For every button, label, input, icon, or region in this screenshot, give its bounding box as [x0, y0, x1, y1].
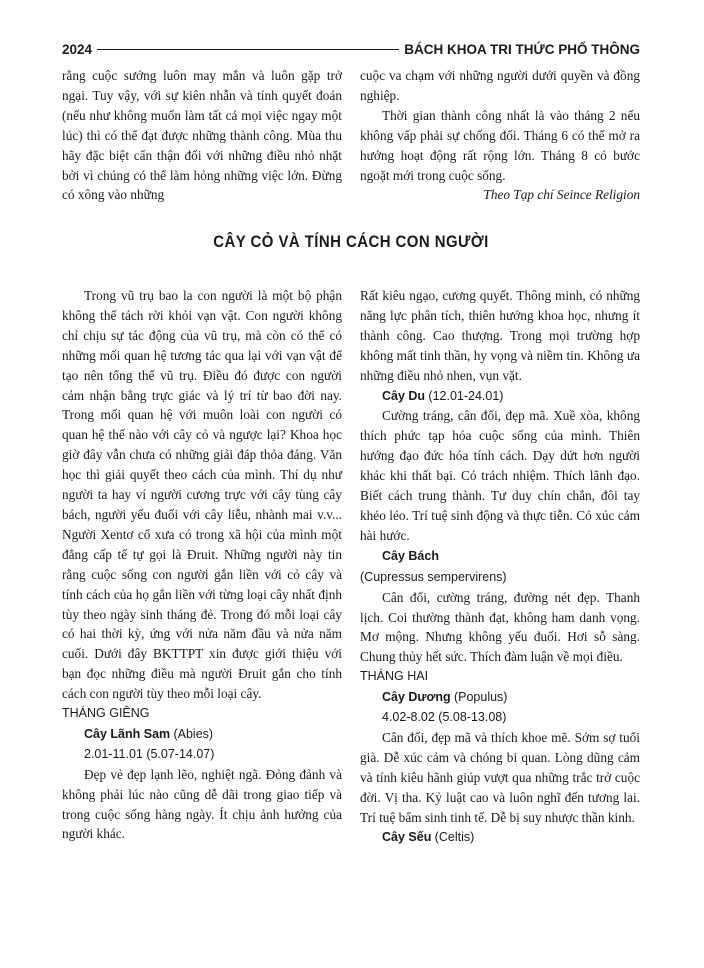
paragraph: cuộc va chạm với những người dưới quyền và đồng nghiệp.: [360, 68, 640, 103]
top-left-column: [62, 66, 342, 205]
tree-heading: [62, 724, 342, 745]
month-heading: THÁNG HAI: [360, 669, 429, 684]
tree-dates: 2.01-11.01 (5.07-14.07): [84, 746, 215, 761]
tree-dates: 4.02-8.02 (5.08-13.08): [382, 710, 507, 725]
tree-latin: [360, 567, 640, 588]
paragraph: rằng cuộc sướng luôn may mắn và luôn gặp trở ngại. Tuy vậy, với sự kiên nhẫn và tính quyết đoán (nếu như không muốn làm tất cả mọi việc ngay một lúc) thì có thể đạt được những thành công. Mùa thu hãy đặc biệt cẩn thận đối với những điều nhỏ nhặt bởi vì chúng có thể làm hỏng những việc lớn. Đừng có xông vào những: [62, 68, 342, 203]
tree-latin: (Celtis): [434, 830, 475, 845]
book-title: BÁCH KHOA TRI THỨC PHỔ THÔNG: [404, 41, 640, 57]
page-number: 2024: [62, 41, 93, 57]
tree-heading: [360, 546, 640, 567]
intro-paragraph: Trong vũ trụ bao la con người là một bộ phận không thể tách rời khỏi vạn vật. Con người không chỉ chịu sự tác động của vũ trụ, mà còn có thể có những mối quan hệ tương tác qua lại với vạn vật để tạo nên tổng thể vũ trụ. Điều đó được con người cảm nhận bằng trực giác và lý trí từ bao đời nay. Trong mối quan hệ với muôn loài con người có quan hệ thế nào với cây cỏ và ngược lại? Khoa học giờ đây vẫn chưa có những giải đáp thỏa đáng. Văn học thì giải quyết theo cách của mình. Thí dụ như người ta hay ví người cương trực với cây tùng cây bách, người yếu đuối với cây liễu, nhành mai v.v... Người Xentơ cổ xưa có trong xã hội của mình một đẳng cấp tế tự gọi là Đruit. Những người này tin rằng cuộc sống con người gắn liền với cỏ cây và tính cách của họ gắn liền với từng loại cây nhất định tùy theo ngày sinh tháng đẻ. Trong đó mỗi loại cây có hai thời kỳ, ứng với nửa năm đầu và nửa năm cuối. Dưới đây BKTTPT xin được giới thiệu với bạn đọc những điều mà người Đruit gắn cho tính cách con người tùy theo mỗi loại cây.: [62, 288, 342, 702]
tree-dates: (12.01-24.01): [428, 388, 504, 403]
tree-description: Cân đối, đẹp mã và thích khoe mẽ. Sớm sợ tuổi già. Dễ xúc cảm và chóng bi quan. Lòng dũng cảm và tính kiêu hãnh giúp vượt qua những trắc trở cuộc đời. Vị tha. Kỷ luật cao và luôn nghĩ đến tương lai. Trí tuệ bẩm sinh tinh tế. Dễ bị suy nhược thần kinh.: [360, 729, 640, 825]
tree-description: Rất kiêu ngạo, cương quyết. Thông minh, có những năng lực phân tích, thiên hướng khoa học, nhưng ít thành công. Cao thượng. Trong mọi trường hợp không mất tinh thần, hy vọng và niềm tin. Không ưa những điều nhỏ nhen, vụn vặt.: [360, 288, 640, 383]
month-heading: THÁNG GIÊNG: [62, 706, 150, 721]
top-right-column: [360, 66, 640, 205]
left-column: [62, 286, 342, 844]
tree-description: Cân đối, cường tráng, đường nét đẹp. Thanh lịch. Coi thường thành đạt, không ham danh vọng. Mơ mộng. Nhưng không yếu đuối. Hơi sỗ sàng. Chung thủy hết sức. Thích đàm luận về mọi điều.: [360, 589, 640, 665]
tree-name: Cây Lãnh Sam: [84, 726, 171, 741]
tree-heading: [360, 827, 640, 848]
tree-name: Cây Sếu: [382, 830, 432, 845]
tree-latin: (Populus): [453, 690, 508, 705]
tree-description: Đẹp vẻ đẹp lạnh lẽo, nghiệt ngã. Đỏng đảnh và không phải lúc nào cũng dễ dãi trong giao tiếp và trong cuộc sống hàng ngày. Ít chịu ảnh hưởng của người khác.: [62, 766, 342, 842]
tree-name: Cây Bách: [382, 548, 439, 563]
tree-latin: (Abies): [173, 726, 214, 741]
tree-description: Cường tráng, cân đối, đẹp mã. Xuề xòa, không thích phức tạp hóa cuộc sống của mình. Thiên hướng đạo đức hóa tính cách. Dạy dứt hơn người khác khi thất bại. Có trách nhiệm. Thích lãnh đạo. Biết cách trung thành. Tư duy chín chắn, đôi tay khéo léo. Trí tuệ sinh động và thực tiễn. Có xúc cảm hài hước.: [360, 408, 640, 543]
page-header: [62, 38, 640, 60]
tree-latin-text: (Cupressus sempervirens): [360, 569, 507, 584]
header-rule: [97, 49, 399, 50]
right-column: [360, 286, 640, 848]
tree-heading: [360, 386, 640, 407]
source-citation: Theo Tạp chí Seince Religion: [483, 187, 640, 203]
tree-name: Cây Dương: [382, 690, 451, 705]
article-title: CÂY CỎ VÀ TÍNH CÁCH CON NGƯỜI: [213, 232, 489, 251]
tree-name: Cây Du: [382, 388, 426, 403]
tree-heading: [360, 687, 640, 708]
paragraph: Thời gian thành công nhất là vào tháng 2 nếu không vấp phải sự chống đối. Tháng 6 có thể mở ra hướng hoạt động rất rộng lớn. Tháng 8 có bước ngoặt mới trong cuộc sống.: [360, 107, 640, 183]
